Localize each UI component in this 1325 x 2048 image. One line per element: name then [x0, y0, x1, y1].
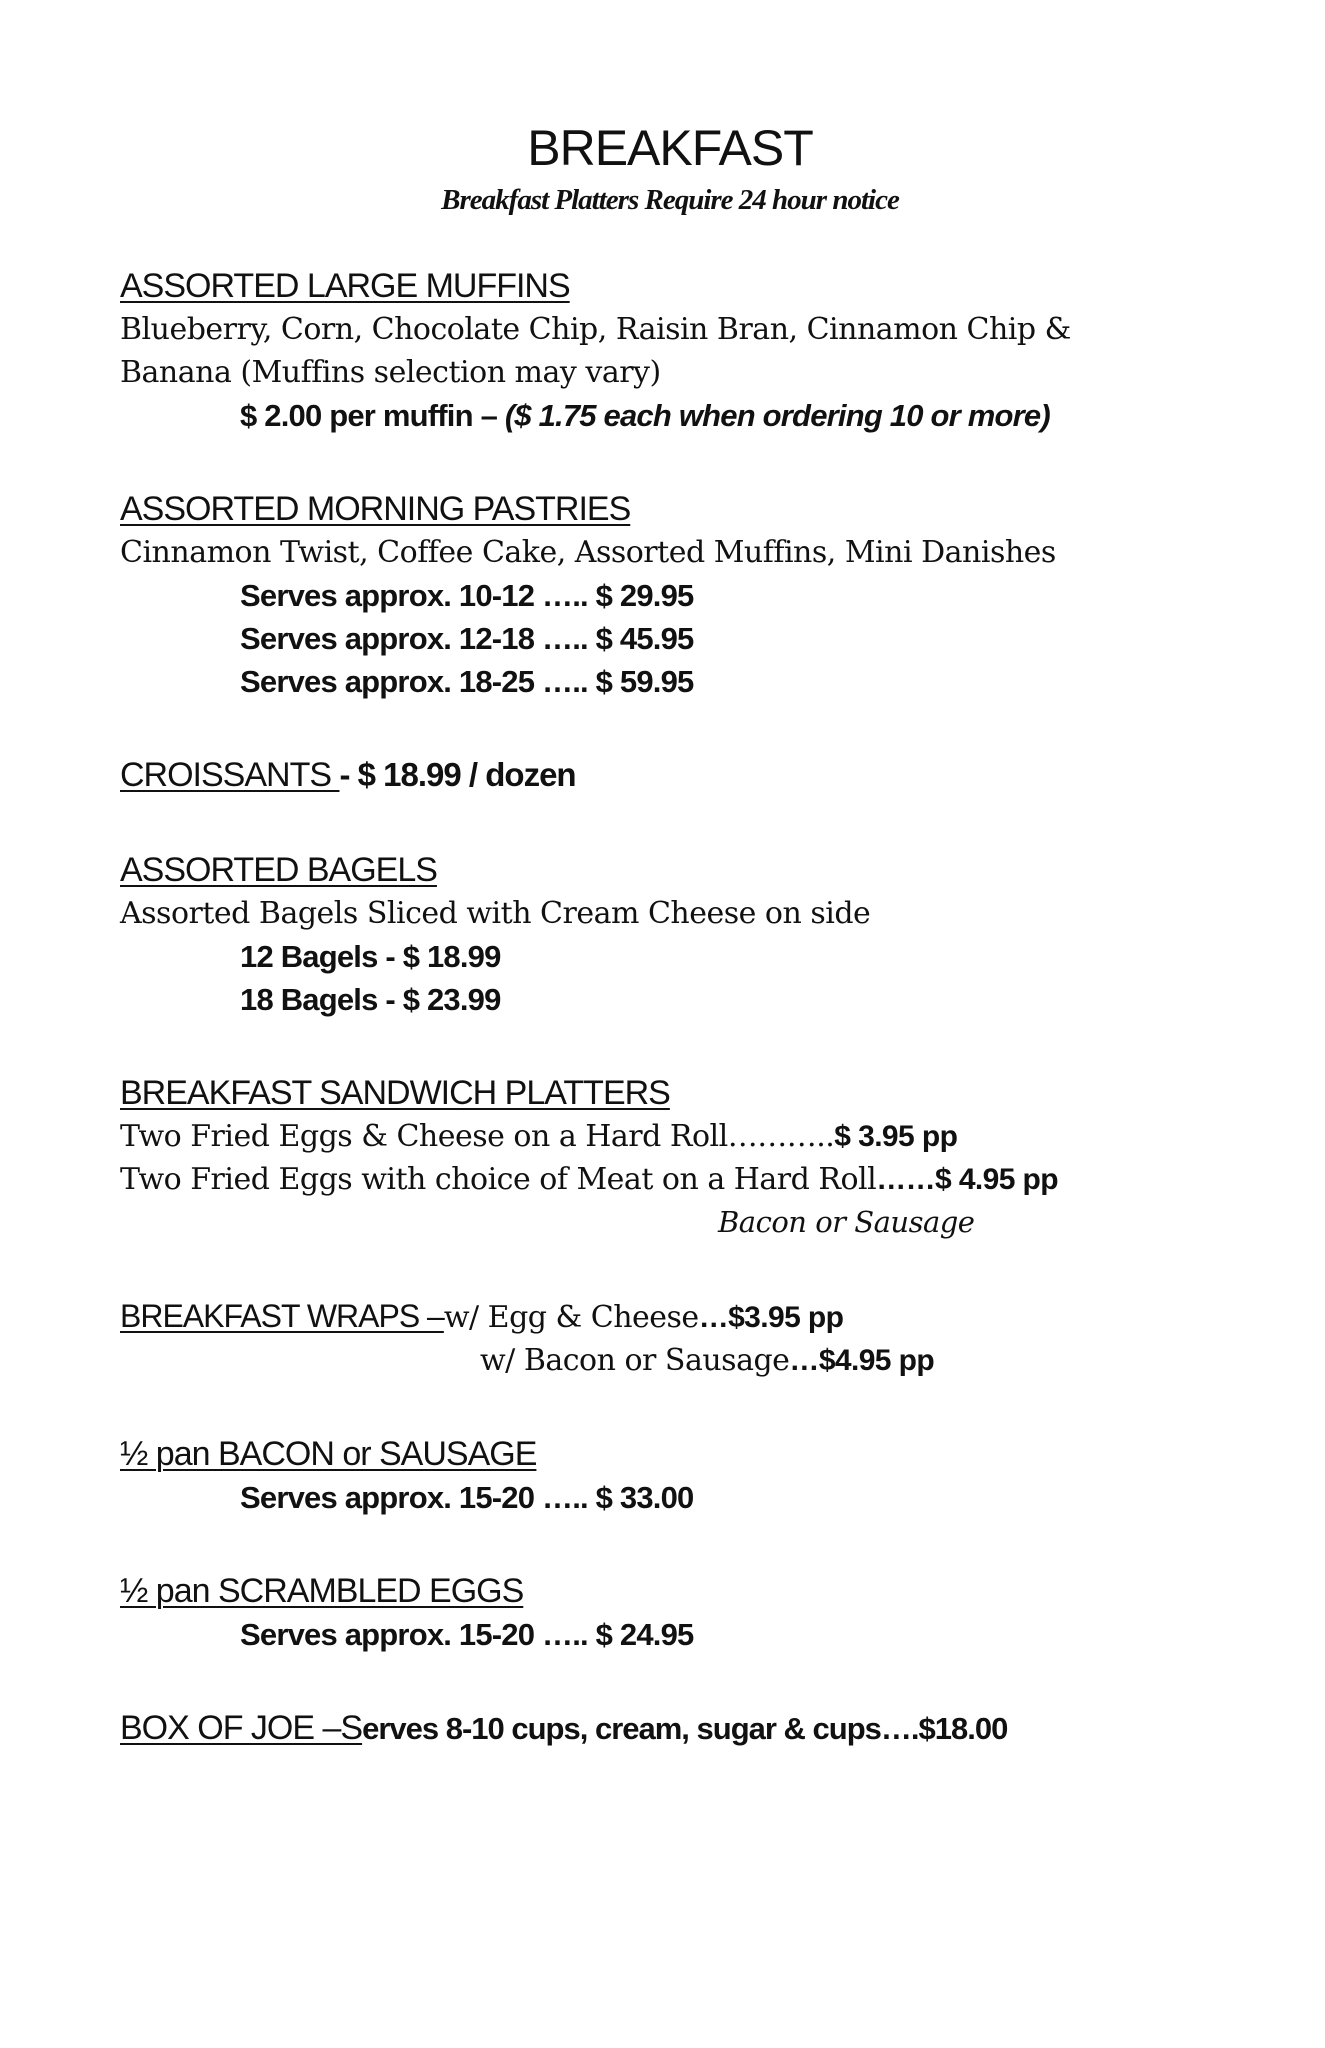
section-description: Assorted Bagels Sliced with Cream Cheese on side [120, 896, 871, 931]
section-heading: ASSORTED BAGELS [120, 851, 437, 889]
section-heading: CROISSANTS [120, 756, 340, 794]
price-text: - $ 18.99 / dozen [339, 756, 576, 793]
list-item [120, 1158, 1220, 1201]
section-heading: ASSORTED LARGE MUFFINS [120, 267, 570, 305]
section-eggs [120, 1569, 1220, 1656]
item-note: Bacon or Sausage [718, 1205, 975, 1239]
section-pastries [120, 487, 1220, 703]
price-line [120, 394, 1220, 437]
section-heading: BREAKFAST SANDWICH PLATTERS [120, 1074, 670, 1112]
page-title: BREAKFAST [527, 120, 813, 176]
item-text: erves 8-10 cups, cream, sugar & cups….$18.00 [362, 1711, 1008, 1746]
section-bacon [120, 1432, 1220, 1519]
price-option: Serves approx. 18-25 ….. $ 59.95 [240, 664, 694, 699]
section-heading: BOX OF JOE –S [120, 1709, 363, 1747]
item-price: ……$ 4.95 pp [876, 1163, 1059, 1196]
item-text: Two Fried Eggs with choice of Meat on a Hard Roll [120, 1162, 877, 1197]
section-description: Banana (Muffins selection may vary) [120, 355, 661, 390]
section-description: Cinnamon Twist, Coffee Cake, Assorted Muffins, Mini Danishes [120, 535, 1056, 570]
section-bagels [120, 848, 1220, 1021]
item-price: …$3.95 pp [698, 1301, 844, 1334]
price-option: Serves approx. 15-20 ….. $ 24.95 [240, 1617, 694, 1652]
section-description: Blueberry, Corn, Chocolate Chip, Raisin Bran, Cinnamon Chip & [120, 312, 1071, 347]
section-heading: BREAKFAST WRAPS – [120, 1298, 444, 1334]
menu-page [120, 118, 1220, 1751]
item-text: Two Fried Eggs & Cheese on a Hard Roll……….. [120, 1119, 835, 1154]
section-muffins [120, 264, 1220, 437]
list-item [120, 1115, 1220, 1158]
price-option: Serves approx. 12-18 ….. $ 45.95 [240, 621, 694, 656]
price-option: 12 Bagels - $ 18.99 [240, 939, 501, 974]
section-wraps [120, 1294, 1220, 1382]
section-heading: ½ pan SCRAMBLED EGGS [120, 1572, 524, 1610]
item-text: w/ Egg & Cheese [443, 1300, 699, 1335]
list-item [120, 1294, 1220, 1339]
page-subtitle: Breakfast Platters Require 24 hour notice [441, 184, 899, 216]
item-price: $ 3.95 pp [834, 1120, 958, 1153]
list-item [120, 1339, 1220, 1382]
section-sandwiches [120, 1071, 1220, 1244]
section-heading: ASSORTED MORNING PASTRIES [120, 490, 631, 528]
price-option: Serves approx. 15-20 ….. $ 33.00 [240, 1480, 694, 1515]
section-heading: ½ pan BACON or SAUSAGE [120, 1435, 537, 1473]
section-joe [120, 1706, 1220, 1751]
item-text: w/ Bacon or Sausage [480, 1343, 790, 1378]
price-option: 18 Bagels - $ 23.99 [240, 982, 501, 1017]
section-croissants [120, 753, 1220, 798]
price-option: Serves approx. 10-12 ….. $ 29.95 [240, 578, 694, 613]
item-price: …$4.95 pp [789, 1344, 935, 1377]
price-text: $ 2.00 per muffin – [240, 398, 505, 433]
price-note: ($ 1.75 each when ordering 10 or more) [504, 398, 1050, 433]
